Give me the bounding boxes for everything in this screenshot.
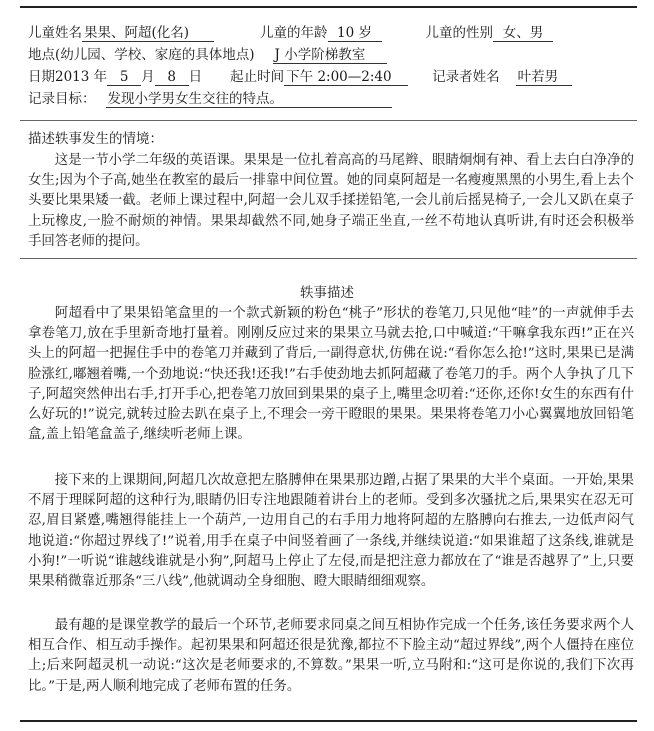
recorder-label: 记录者姓名 xyxy=(432,69,500,85)
anecdote-title: 轶事描述 xyxy=(300,285,354,301)
anecdote-paragraph-3: 最有趣的是课堂教学的最后一个环节,老师要求同桌之间互相协作完成一个任务,该任务要求两个人相互合作、相互动手操作。起初果果和阿超还很是犹豫,都拉不下脸主动“超过界线”,两个人僵持在座位上;后来阿超灵机一动说:“这次是老师要求的,不算数。”果果一听,立马附和:“这可是你说的,我们下次再比。”于是,两人顺利地完成了老师布置的任务。 xyxy=(28,618,634,694)
situation-paragraph: 这是一节小学二年级的英语课。果果是一位扎着高高的马尾辫、眼睛炯炯有神、看上去白白净净的女生;因为个子高,她坐在教室的最后一排靠中间位置。她的同桌阿超是一名瘦瘦黑黑的小男生,看上去个头要比果果矮一截。老师上课过程中,阿超一会儿双手揉搓铅笔,一会儿前后摇晃椅子,一会儿又趴在桌子上玩橡皮,一脸不耐烦的神情。果果却截然不同,她身子端正坐直,一丝不苟地认真听讲,有时还会积极举手回答老师的提问。 xyxy=(28,153,634,249)
location-label: 地点(幼儿园、学校、家庭的具体地点) xyxy=(28,47,255,63)
header-line-2 xyxy=(28,46,387,64)
location-value: J 小学阶梯教室 xyxy=(273,47,387,64)
date-day-unit: 日 xyxy=(188,69,203,85)
divider-2 xyxy=(20,258,637,259)
child-age-label: 儿童的年龄 xyxy=(260,25,328,41)
date-month-unit: 月 xyxy=(141,69,155,85)
child-gender-value: 女、男 xyxy=(493,25,553,42)
date-month: 5 xyxy=(107,69,141,86)
date-day: 8 xyxy=(155,69,189,86)
top-rule xyxy=(20,6,637,8)
situation-title: 描述轶事发生的情境： xyxy=(28,131,163,147)
date-year: 2013 年 xyxy=(55,69,108,85)
goal-label: 记录目标： xyxy=(28,91,96,107)
child-age-value: 10 岁 xyxy=(328,25,382,42)
goal-value: 发现小学男女生交往的特点。 xyxy=(106,91,392,108)
bottom-rule xyxy=(20,720,637,722)
recorder-value: 叶若男 xyxy=(516,69,572,86)
divider-1 xyxy=(20,120,637,121)
child-gender-label: 儿童的性别 xyxy=(425,25,493,41)
time-value: 下午 2:00—2:40 xyxy=(284,69,408,86)
header-line-4 xyxy=(28,90,392,108)
anecdote-paragraph-2: 接下来的上课期间,阿超几次故意把左胳膊伸在果果那边蹭,占据了果果的大半个桌面。一开始,果果不屑于理睬阿超的这种行为,眼睛仍旧专注地跟随着讲台上的老师。受到多次骚扰之后,果果实在忍无可忍,眉目紧蹙,嘴翘得能挂上一个葫芦,一边用自己的右手用力地将阿超的左胳膊向右推去,一边低声闷气地说道:“你超过界线了!”说着,用手在桌子中间竖着画了一条线,并继续说道:“如果谁超了这条线,谁就是小狗!”一听说“谁越线谁就是小狗”,阿超马上停止了左侵,而是把注意力都放在了“谁是否越界了”上,只要果果稍微靠近那条“三八线”,他就调动全身细胞、瞪大眼睛细细观察。 xyxy=(28,473,634,590)
time-label: 起止时间 xyxy=(230,69,285,85)
child-name-value: 果果、阿超(化名) xyxy=(82,25,214,42)
date-label: 日期 xyxy=(28,69,55,85)
child-name-label: 儿童姓名 xyxy=(28,25,82,41)
header-line-1 xyxy=(28,24,553,42)
header-line-3 xyxy=(28,68,572,86)
anecdote-paragraph-1: 阿超看中了果果铅笔盒里的一个款式新颖的粉色“桃子”形状的卷笔刀,只见他“哇”的一声就伸手去拿卷笔刀,放在手里新奇地打量着。刚刚反应过来的果果立马就去抢,口中喊道:“干嘛拿我东西!”正在兴头上的阿超一把握住手中的卷笔刀并藏到了背后,一副得意状,仿佛在说:“看你怎么抢!”这时,果果已是满脸涨红,嘟翘着嘴,一个劲地说:“快还我!还我!”右手使劲地去抓阿超藏了卷笔刀的手。两个人争执了几下子,阿超突然伸出右手,打开手心,把卷笔刀放回到果果的桌子上,嘴里念叨着:“还你,还你!女生的东西有什么好玩的!”说完,就转过脸去趴在桌子上,不理会一旁干瞪眼的果果。果果将卷笔刀小心翼翼地放回铅笔盒,盖上铅笔盒盖子,继续听老师上课。 xyxy=(28,306,634,443)
